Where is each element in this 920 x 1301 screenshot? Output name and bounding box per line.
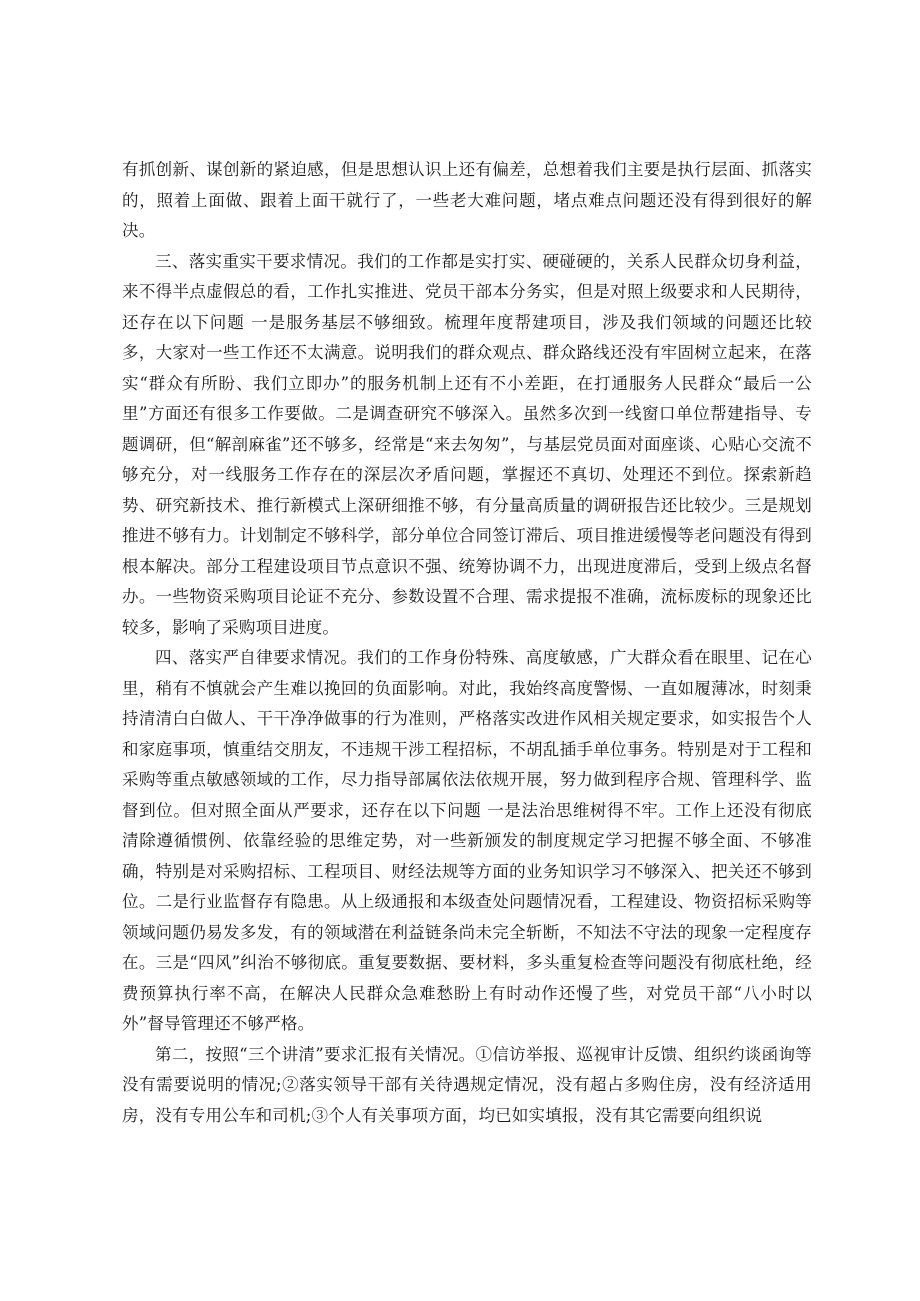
paragraph-part-two: 第二，按照“三个讲清”要求汇报有关情况。①信访举报、巡视审计反馈、组织约谈函询等没有需要说明的情况;②落实领导干部有关待遇规定情况，没有超占多购住房，没有经济适用房，没有专用公车和司机;③个人有关事项方面，均已如实填报，没有其它需要向组织说 bbox=[122, 1044, 812, 1125]
paragraph-continuation: 有抓创新、谋创新的紧迫感，但是思想认识上还有偏差，总想着我们主要是执行层面、抓落实的，照着上面做、跟着上面干就行了，一些老大难问题，堵点难点问题还没有得到很好的解决。 bbox=[122, 160, 812, 240]
paragraph-section-three: 三、落实重实干要求情况。我们的工作都是实打实、硬碰硬的，关系人民群众切身利益，来不得半点虚假总的看，工作扎实推进、党员干部本分务实，但是对照上级要求和人民期待，还存在以下问题 一是服务基层不够细致。梳理年度帮建项目，涉及我们领域的问题还比较多，大家对一些工作还不太满意。说明我们的群众观点、群众路线还没有牢固树立起来，在落实“群众有所盼、我们立即办”的服务机制上还有不小差距，在打通服务人民群众“最后一公里”方面还有很多工作要做。二是调查研究不够深入。虽然多次到一线窗口单位帮建指导、专题调研，但“解剖麻雀”还不够多，经常是“来去匆匆”，与基层党员面对面座谈、心贴心交流不够充分，对一线服务工作存在的深层次矛盾问题，掌握还不真切、处理还不到位。探索新趋势、研究新技术、推行新模式上深研细推不够，有分量高质量的调研报告还比较少。三是规划推进不够有力。计划制定不够科学，部分单位合同签订滞后、项目推进缓慢等老问题没有得到根本解决。部分工程建设项目节点意识不强、统筹协调不力，出现进度滞后，受到上级点名督办。一些物资采购项目论证不充分、参数设置不合理、需求提报不准确，流标废标的现象还比较多，影响了采购项目进度。 bbox=[122, 251, 812, 637]
paragraph-section-four: 四、落实严自律要求情况。我们的工作身份特殊、高度敏感，广大群众看在眼里、记在心里，稍有不慎就会产生难以挽回的负面影响。对此，我始终高度警惕、一直如履薄冰，时刻秉持清清白白做人、干干净净做事的行为准则，严格落实改进作风相关规定要求，如实报告个人和家庭事项，慎重结交朋友，不违规干涉工程招标，不胡乱插手单位事务。特别是对于工程和采购等重点敏感领域的工作，尽力指导部属依法依规开展，努力做到程序合规、管理科学、监督到位。但对照全面从严要求，还存在以下问题 一是法治思维树得不牢。工作上还没有彻底清除遵循惯例、依靠经验的思维定势，对一些新颁发的制度规定学习把握不够全面、不够准确，特别是对采购招标、工程项目、财经法规等方面的业务知识学习不够深入、把关还不够到位。二是行业监督存有隐患。从上级通报和本级查处问题情况看，工程建设、物资招标采购等领域问题仍易发多发，有的领域潜在利益链条尚未完全斩断，不知法不守法的现象一定程度存在。三是“四风”纠治不够彻底。重复要数据、要材料，多头重复检查等问题没有彻底杜绝，经费预算执行率不高，在解决人民群众急难愁盼上有时动作还慢了些，对党员干部“八小时以外”督导管理还不够严格。 bbox=[122, 648, 812, 1033]
document-page bbox=[122, 155, 812, 1131]
